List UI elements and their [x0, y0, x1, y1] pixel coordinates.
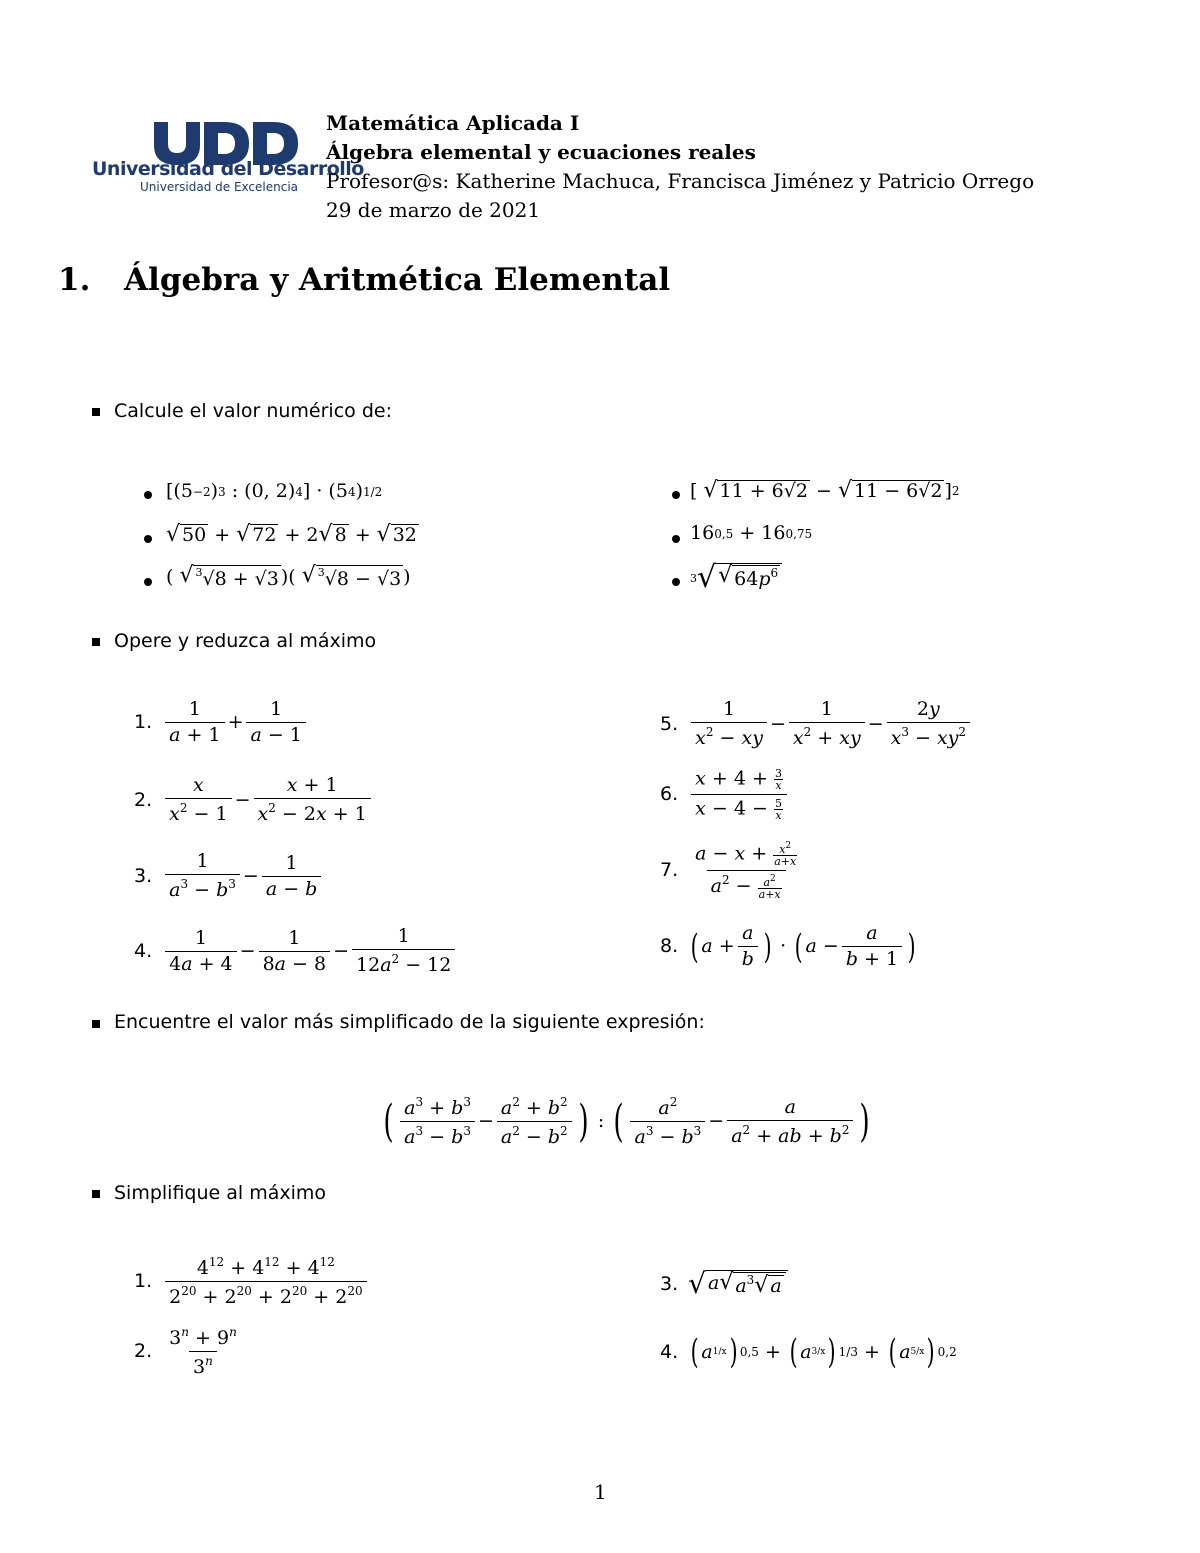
bullet-dot-icon [672, 535, 680, 543]
opere-item-8: 8. ( a + $\frac{a}{b}$ ) · ( a − $\frac{a}{b + 1}$ ) [660, 922, 916, 970]
enum-label: 7. [660, 859, 679, 882]
course-title: Matemática Aplicada I [326, 111, 580, 135]
expr-calc-6: 3 √ √ $64p^6$ [690, 563, 782, 593]
bullet-square-icon [92, 638, 100, 646]
opere-item-6: 6. x + 4 + $\frac{3}{x}$ x − 4 − $\frac{5}{x}$ [660, 768, 790, 821]
opere-item-2: 2. $\frac{x}{x^2 - 1}$ − $\frac{x + 1}{x^2 - 2x + 1}$ [134, 776, 374, 824]
bullet-simplifique: Simplifique al máximo [114, 1182, 327, 1204]
enum-label: 3. [134, 864, 153, 887]
expr-calc-2: √ 50 + √ 72 + 2 √ 8 + √ 32 [166, 522, 417, 547]
expr-calc-3: ( √ $^3$√8 + √3 )( √ $^3$√8 − √3 ) [166, 563, 411, 590]
enum-label: 6. [660, 783, 679, 805]
enum-label: 4. [660, 1340, 679, 1363]
simp-item-3: 3. √ a √ $a^3$ √ a [660, 1270, 788, 1298]
enum-label: 4. [134, 939, 153, 962]
expr-calc-1: [(5 −2 ) 3 : (0, 2) 4 ] · (5 4 ) 1/2 [166, 480, 383, 502]
opere-item-7: 7. a − x + $\frac{x^2}{a+x}$ $a^2$ − $\frac{a^2}{a+x}$ [660, 841, 797, 901]
simp-item-1: 1. $\frac{4^{12} + 4^{12} + 4^{12}}{2^{20} + 2^{20} + 2^{20} + 2^{20}}$ [134, 1256, 370, 1307]
bullet-square-icon [92, 408, 100, 416]
bullet-dot-icon [672, 491, 680, 499]
enum-label: 2. [134, 788, 153, 811]
bullet-square-icon [92, 1190, 100, 1198]
opere-item-5: 5. $\frac{1}{x^2 - xy}$ − $\frac{1}{x^2 + xy}$ − $\frac{2y}{x^3 - xy^2}$ [660, 700, 973, 748]
simp-item-4: 4. ( a 1/x ) 0,5 + ( a 3/x ) 1/3 + ( a 5/x ) 0,2 [660, 1332, 957, 1372]
enum-label: 8. [660, 935, 679, 957]
university-logo [92, 118, 364, 198]
expr-calc-4: [ √ 11 + 6√2 − √ 11 − 6√2 ] 2 [690, 478, 960, 503]
section-number: 1. [58, 262, 91, 298]
page-number: 1 [594, 1480, 607, 1504]
expr-encuentre: ( $\frac{a^3 + b^3}{a^3 - b^3}$ − $\frac{a^2 + b^2}{a^2 - b^2}$ ) : ( $\frac{a^2}{a^3 - b^3}$ − $\frac{a}{a^2 + ab + b^2}$ ) [383, 1095, 871, 1148]
enum-label: 5. [660, 712, 679, 735]
opere-item-3: 3. $\frac{1}{a^3 - b^3}$ − $\frac{1}{a - b}$ [134, 852, 324, 900]
enum-label: 3. [660, 1272, 679, 1295]
bullet-dot-icon [672, 578, 680, 586]
bullet-dot-icon [144, 491, 152, 499]
topic-title: Álgebra elemental y ecuaciones reales [326, 140, 756, 164]
bullet-encuentre: Encuentre el valor más simplificado de la siguiente expresión: [114, 1011, 705, 1033]
bullet-dot-icon [144, 535, 152, 543]
expr-calc-5: 16 0,5 + 16 0,75 [690, 522, 813, 544]
opere-item-1: 1. $\frac{1}{a + 1}$ + $\frac{1}{a - 1}$ [134, 700, 309, 745]
bullet-dot-icon [144, 578, 152, 586]
bullet-square-icon [92, 1020, 100, 1028]
bullet-calcule: Calcule el valor numérico de: [114, 400, 392, 422]
enum-label: 1. [134, 711, 153, 733]
date: 29 de marzo de 2021 [326, 198, 541, 222]
section-title: Álgebra y Aritmética Elemental [124, 262, 671, 298]
bullet-opere: Opere y reduzca al máximo [114, 630, 377, 652]
enum-label: 1. [134, 1270, 153, 1292]
logo-name: Universidad del Desarrollo [92, 158, 364, 180]
professors: Profesor@s: Katherine Machuca, Francisca Jiménez y Patricio Orrego [326, 169, 1035, 193]
opere-item-4: 4. $\frac{1}{4a + 4}$ − $\frac{1}{8a - 8}$ − $\frac{1}{12a^2 - 12}$ [134, 927, 458, 975]
logo-tagline: Universidad de Excelencia [140, 180, 299, 194]
enum-label: 2. [134, 1340, 153, 1362]
simp-item-2: 2. $\frac{3^n + 9^n}{3^n}$ [134, 1325, 237, 1378]
